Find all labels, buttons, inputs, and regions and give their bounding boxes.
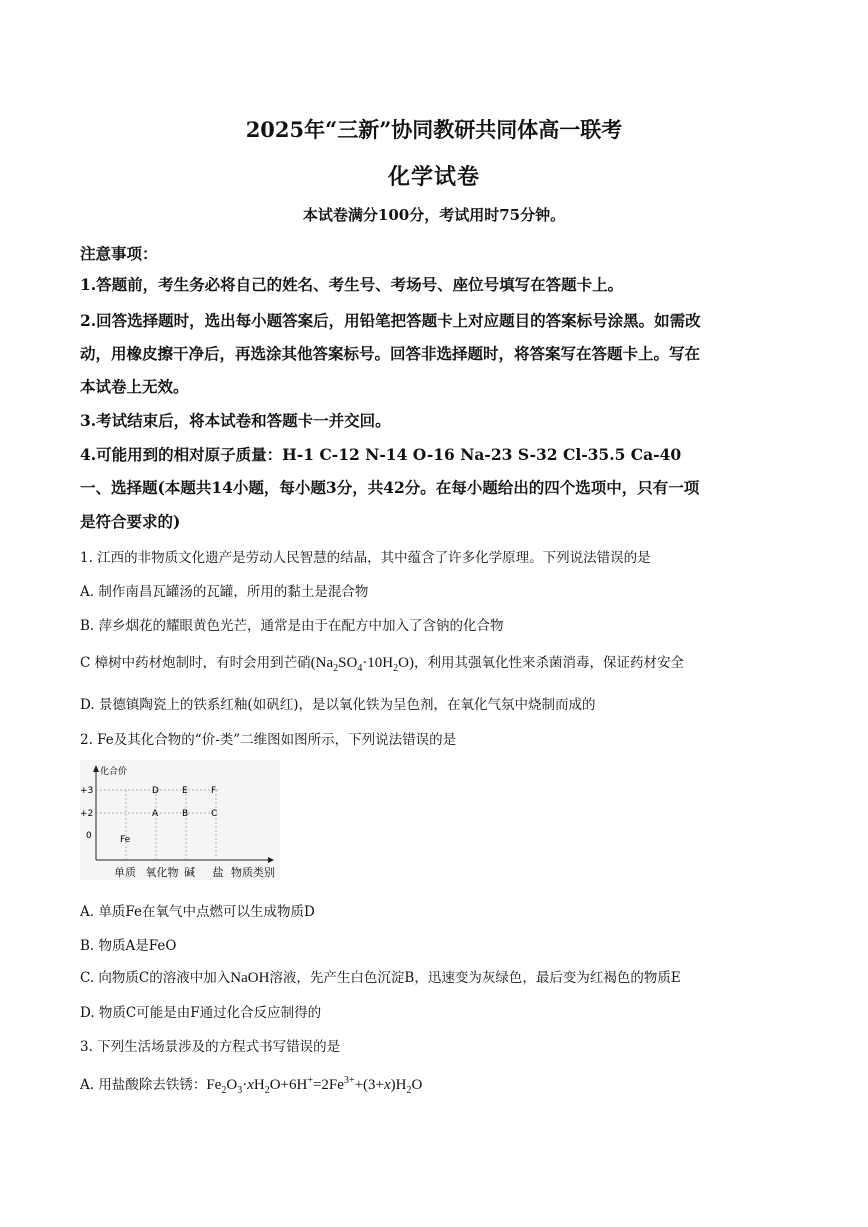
diagram-background	[80, 760, 280, 880]
y-axis-title: 化合价	[100, 767, 128, 777]
q2-option-b: B. 物质A是FeO	[80, 938, 177, 954]
y-tick-plus3: +3	[80, 786, 94, 796]
point-e: E	[182, 786, 188, 796]
q1-option-c-text-2: ，利用其强氧化性来杀菌消毒，保证药材安全	[413, 655, 684, 671]
point-fe: Fe	[120, 835, 131, 845]
exam-info: 本试卷满分100分，考试用时75分钟。	[302, 206, 566, 224]
note-2-line-2: 动，用橡皮擦干净后，再选涂其他答案标号。回答非选择题时，将答案写在答题卡上。写在	[80, 344, 701, 363]
section-1-heading-line-2: 是符合要求的)	[80, 512, 181, 531]
q1-option-c-formula: $(Na_2SO_4\cdot 10H_2O)$	[310, 655, 414, 674]
note-2-line-1: 2.回答选择题时，选出每小题答案后，用铅笔把答题卡上对应题目的答案标号涂黑。如需改	[80, 311, 701, 330]
q1-option-b: B. 萍乡烟花的耀眼黄色光芒，通常是由于在配方中加入了含钠的化合物	[80, 618, 504, 634]
y-tick-zero: 0	[86, 831, 92, 841]
y-tick-plus2: +2	[80, 809, 94, 819]
subject-title: 化学试卷	[387, 164, 480, 190]
note-1: 1.答题前，考生务必将自己的姓名、考生号、考场号、座位号填写在答题卡上。	[80, 275, 624, 294]
note-2-line-3: 本试卷上无效。	[80, 377, 189, 396]
q1-option-c-text-1: C 樟树中药材炮制时，有时会用到芒硝	[80, 655, 311, 671]
q2-option-d: D. 物质C可能是由F通过化合反应制得的	[80, 1005, 322, 1021]
section-1-heading-line-1: 一、选择题(本题共14小题，每小题3分，共42分。在每小题给出的四个选项中，只有一项	[80, 478, 700, 497]
point-f: F	[211, 786, 217, 796]
q2-option-c-formula: NaOH	[230, 970, 270, 986]
point-d: D	[152, 786, 159, 796]
note-4: 4.可能用到的相对原子质量：H-1 C-12 N-14 O-16 Na-23 S-32 Cl-35.5 Ca-40	[80, 445, 682, 464]
q1-stem: 1. 江西的非物质文化遗产是劳动人民智慧的结晶，其中蕴含了许多化学原理。下列说法错误的是	[80, 550, 651, 566]
q2-option-a: A. 单质Fe在氧气中点燃可以生成物质D	[80, 904, 315, 920]
q3-option-a	[80, 1073, 800, 1096]
q3-option-a-text: A. 用盐酸除去铁锈：	[80, 1077, 207, 1093]
x-label-category: 物质类别	[231, 866, 275, 879]
exam-title: 2025年“三新”协同教研共同体高一联考	[245, 117, 623, 142]
q2-stem: 2. Fe及其化合物的“价-类”二维图如图所示，下列说法错误的是	[80, 732, 457, 748]
notes-heading: 注意事项：	[80, 244, 158, 263]
x-label-element: 单质	[114, 866, 136, 879]
q3-option-a-equation: $Fe_2O_3\cdot xH_2O+6H^+=2Fe^{3+}+(3+x)H_2O$	[206, 1075, 423, 1096]
x-label-oxide: 氧化物	[145, 866, 179, 879]
valence-class-diagram	[80, 760, 280, 880]
q1-option-a: A. 制作南昌瓦罐汤的瓦罐，所用的黏土是混合物	[80, 584, 369, 600]
q1-option-c	[80, 651, 800, 674]
x-label-salt: 盐	[212, 866, 224, 879]
q2-option-c-text-2: 溶液，先产生白色沉淀B，迅速变为灰绿色，最后变为红褐色的物质E	[269, 970, 681, 986]
diagram-x-labels	[114, 864, 275, 880]
q3-stem: 3. 下列生活场景涉及的方程式书写错误的是	[80, 1039, 341, 1055]
x-label-base: 碱	[184, 866, 195, 879]
q1-option-d: D. 景德镇陶瓷上的铁系红釉(如矾红)，是以氧化铁为呈色剂，在氧化气氛中烧制而成的	[80, 697, 596, 713]
note-3: 3.考试结束后，将本试卷和答题卡一并交回。	[80, 411, 391, 430]
q2-option-c	[80, 966, 800, 987]
point-b: B	[182, 809, 189, 819]
point-a: A	[152, 809, 159, 819]
q2-option-c-text-1: C. 向物质C的溶液中加入	[80, 970, 231, 986]
point-c: C	[211, 809, 218, 819]
